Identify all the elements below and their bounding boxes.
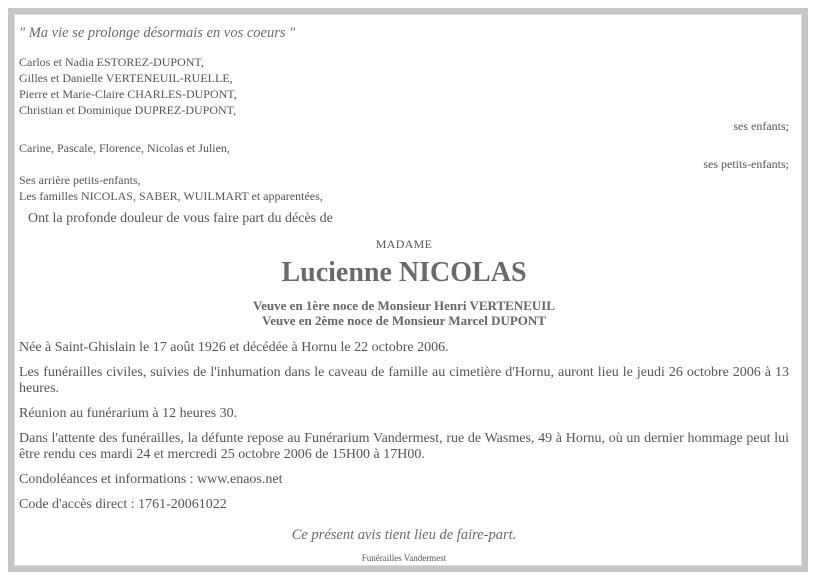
intro-text: Ont la profonde douleur de vous faire part du décès de	[28, 211, 333, 226]
families-line: Les familles NICOLAS, SABER, WUILMART et apparentées,	[19, 189, 323, 203]
grandchildren-block	[19, 140, 789, 204]
birth-death-text: Née à Saint-Ghislain le 17 août 1926 et décédée à Hornu le 22 octobre 2006.	[19, 340, 449, 355]
grandchildren-line: Carine, Pascale, Florence, Nicolas et Julien,	[19, 141, 230, 155]
funeral-home-footer: Funérailles Vandermest	[361, 553, 447, 563]
child-line: Pierre et Marie-Claire CHARLES-DUPONT,	[19, 87, 237, 101]
child-line: Carlos et Nadia ESTOREZ-DUPONT,	[19, 55, 204, 69]
widow-line-2: Veuve en 2ème noce de Monsieur Marcel DUPONT	[262, 313, 546, 328]
deceased-name: Lucienne NICOLAS	[281, 257, 527, 288]
access-code-text: Code d'accès direct : 1761-20061022	[19, 497, 227, 512]
meeting-text: Réunion au funérarium à 12 heures 30.	[19, 406, 238, 421]
widow-line-1: Veuve en 1ère noce de Monsieur Henri VERTENEUIL	[252, 298, 556, 313]
children-list	[19, 54, 789, 134]
closing-text: Ce présent avis tient lieu de faire-part.	[291, 527, 517, 543]
great-grandchildren-line: Ses arrière petits-enfants,	[19, 173, 141, 187]
viewing-text: Dans l'attente des funérailles, la défunte repose au Funérarium Vandermest, rue de Wasmes, 49 à Hornu, où un dernier hommage peut lui être rendu ces mardi 24 et mercredi 25 octobre 2006 de 15H00 à 17H00.	[19, 431, 789, 462]
honorific: MADAME	[375, 237, 433, 251]
funeral-text: Les funérailles civiles, suivies de l'inhumation dans le caveau de famille au cimetière d'Hornu, auront lieu le jeudi 26 octobre 2006 à 13 heures.	[19, 365, 789, 396]
child-line: Christian et Dominique DUPREZ-DUPONT,	[19, 103, 237, 117]
death-notice	[19, 24, 789, 564]
condolences-text: Condoléances et informations : www.enaos.net	[19, 472, 283, 487]
child-line: Gilles et Danielle VERTENEUIL-RUELLE,	[19, 71, 233, 85]
epigraph-quote: " Ma vie se prolonge désormais en vos coeurs "	[19, 25, 296, 41]
grandchildren-label: ses petits-enfants;	[703, 157, 789, 171]
children-label: ses enfants;	[733, 119, 789, 133]
